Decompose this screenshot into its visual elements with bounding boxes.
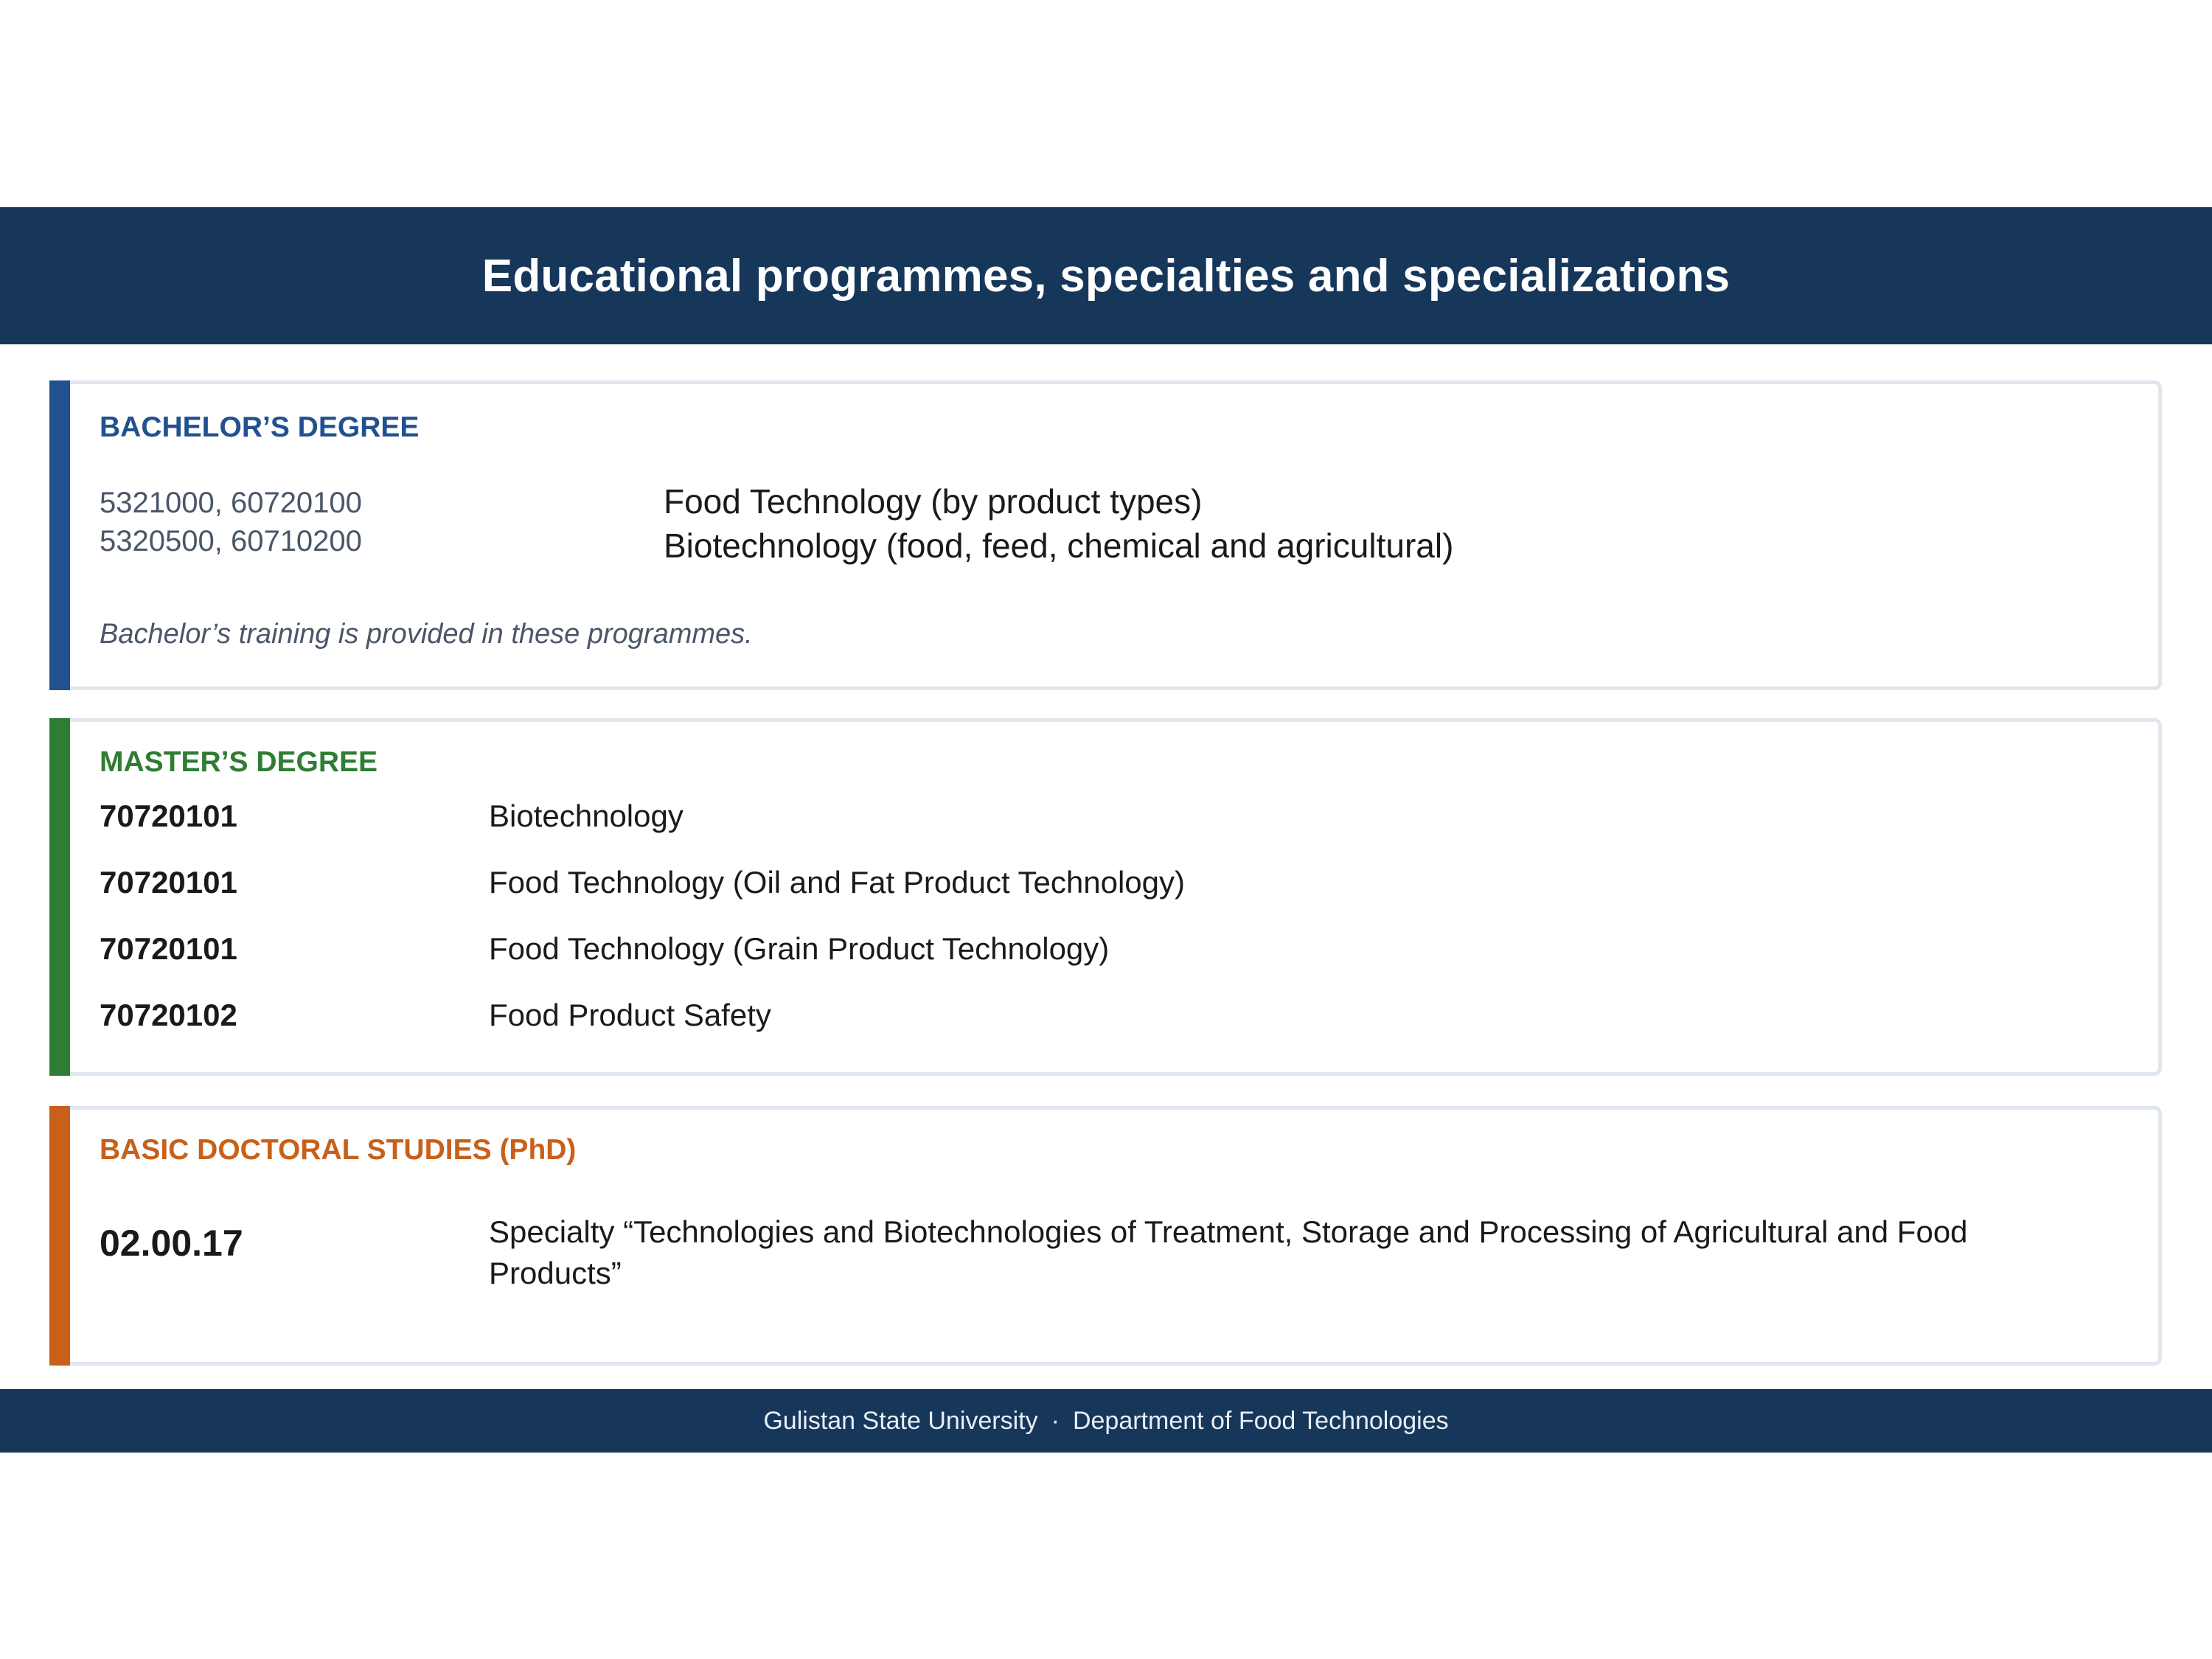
bachelor-note: Bachelor’s training is provided in these programmes. (100, 619, 753, 650)
master-code: 70720102 (100, 998, 237, 1032)
phd-code: 02.00.17 (100, 1222, 243, 1264)
bachelor-heading: BACHELOR’S DEGREE (100, 411, 420, 443)
master-code: 70720101 (100, 865, 237, 900)
master-accent-bar (49, 718, 70, 1076)
master-heading: MASTER’S DEGREE (100, 746, 378, 778)
bachelor-card (49, 380, 2162, 690)
bachelor-codes: 5321000, 60720100 (100, 487, 362, 519)
master-programme-name: Food Technology (Oil and Fat Product Technology) (489, 865, 1185, 900)
phd-specialty-name: Specialty “Technologies and Biotechnologies of Treatment, Storage and Processing of Agricultural and Food Products” (489, 1214, 1968, 1290)
bachelor-codes: 5320500, 60710200 (100, 525, 362, 557)
footer-university: Gulistan State University (763, 1406, 1038, 1435)
phd-card (49, 1106, 2162, 1366)
footer-separator: · (1051, 1406, 1060, 1435)
bachelor-programme-name: Food Technology (by product types) (664, 482, 1203, 521)
master-card (49, 718, 2162, 1076)
master-programme-name: Food Technology (Grain Product Technology) (489, 931, 1110, 966)
bachelor-accent-bar (49, 380, 70, 690)
title-banner (0, 207, 2212, 344)
master-code: 70720101 (100, 799, 237, 833)
phd-accent-bar (49, 1106, 70, 1366)
master-programme-name: Food Product Safety (489, 998, 771, 1032)
bachelor-programme-name: Biotechnology (food, feed, chemical and agricultural) (664, 526, 1454, 565)
master-programme-name: Biotechnology (489, 799, 684, 833)
footer-department: Department of Food Technologies (1072, 1406, 1449, 1435)
master-code: 70720101 (100, 931, 237, 966)
footer-bar (0, 1389, 2212, 1453)
phd-heading: BASIC DOCTORAL STUDIES (PhD) (100, 1134, 577, 1166)
page-title: Educational programmes, specialties and specializations (481, 250, 1731, 302)
